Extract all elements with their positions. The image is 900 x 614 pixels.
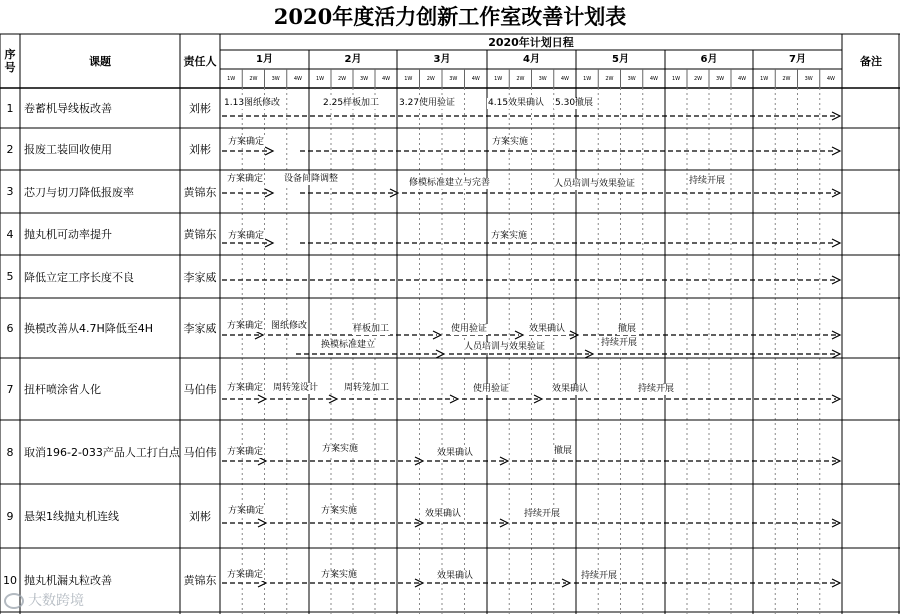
milestone-label: 效果确认 [529,324,566,334]
milestone-label: 4.15效果确认 [488,98,545,108]
row-topic: 换模改善从4.7H降低至4H [24,322,154,335]
milestone-label: 撤展 [554,446,573,456]
row-seq: 8 [6,445,14,459]
week-label: 3W [359,76,369,82]
milestone-label: 方案确定 [227,383,264,393]
month-label: 6月 [700,54,718,65]
week-label: 4W [649,76,658,82]
row-seq: 3 [6,185,14,198]
milestone-label: 修模标准建立与完善 [409,178,491,188]
row-owner: 黄锦东 [183,574,217,587]
week-label: 2W [605,76,614,82]
milestone-label: 使用验证 [451,324,488,334]
row-owner: 刘彬 [189,143,211,156]
week-label: 4W [293,76,302,82]
month-label: 5月 [612,54,629,65]
row-topic: 芯刀与切刀降低报废率 [24,185,134,199]
milestone-label: 持续开展 [601,338,638,348]
milestone-label: 撤展 [618,324,637,334]
week-label: 3W [449,76,458,82]
header-schedule: 2020年计划日程 [488,35,574,49]
row-seq: 2 [6,142,14,156]
row-seq: 7 [6,382,14,396]
milestone-label: 人员培训与效果验证 [464,342,546,352]
row-topic: 抛丸机漏丸粒改善 [24,574,112,587]
week-label: 2W [337,76,347,82]
milestone-label: 持续开展 [638,384,675,394]
row-owner: 李家威 [183,322,217,335]
row-topic: 抛丸机可动率提升 [24,228,112,241]
week-label: 4W [381,76,391,82]
row-seq: 10 [3,573,17,587]
milestone-label: 方案确定 [227,570,264,580]
milestone-label: 效果确认 [437,448,474,458]
milestone-label: 设备间降调整 [284,174,339,184]
milestone-label: 持续开展 [689,176,726,186]
week-label: 2W [693,76,703,82]
milestone-label: 方案确定 [227,174,264,184]
row-seq: 4 [6,227,14,241]
milestone-label: 周转笼设计 [273,383,319,393]
row-owner: 黄锦东 [183,185,217,199]
milestone-label: 图纸修改 [271,321,308,331]
milestone-label: 1.13图纸修改 [224,98,281,108]
milestone-label: 方案确定 [228,137,265,147]
milestone-label: 换模标准建立 [321,340,376,350]
row-topic: 取消196-2-033产品人工打白点 [24,446,180,459]
milestone-label: 方案实施 [492,137,529,147]
milestone-label: 持续开展 [581,571,618,581]
milestone-label: 方案实施 [491,231,528,241]
month-label: 7月 [789,54,806,65]
week-label: 1W [583,76,592,82]
week-label: 4W [560,76,569,82]
week-label: 1W [227,76,236,82]
watermark [4,590,84,612]
row-owner: 马伯伟 [183,446,217,459]
milestone-label: 效果确认 [425,509,462,519]
week-label: 2W [516,76,525,82]
week-label: 3W [538,76,547,82]
sheet-title: 2020年度活力创新工作室改善计划表 [273,4,627,29]
watermark-logo-icon [4,593,24,609]
week-label: 1W [671,76,681,82]
milestone-label: 效果确认 [552,384,589,394]
week-label: 4W [737,76,747,82]
milestone-label: 使用验证 [473,384,510,394]
milestone-label: 方案确定 [227,321,264,331]
row-seq: 5 [6,270,14,283]
week-label: 3W [715,76,725,82]
week-label: 4W [471,76,480,82]
week-label: 4W [826,76,835,82]
milestone-label: 方案实施 [321,570,358,580]
row-seq: 9 [6,509,14,523]
milestone-label: 样板加工 [353,324,390,334]
row-owner: 刘彬 [189,510,211,523]
row-owner: 黄锦东 [183,228,217,241]
week-label: 1W [494,76,503,82]
month-label: 3月 [433,54,451,65]
row-owner: 刘彬 [189,102,211,115]
milestone-label: 方案确定 [228,506,265,516]
milestone-label: 方案实施 [321,506,358,516]
milestone-label: 效果确认 [437,571,474,581]
week-label: 3W [627,76,636,82]
milestone-label: 2.25样板加工 [323,98,380,108]
row-topic: 报废工装回收使用 [24,143,112,156]
watermark-text: 大数跨境 [28,593,84,609]
week-label: 1W [760,76,769,82]
milestone-label: 3.27使用验证 [399,98,456,108]
week-label: 1W [315,76,325,82]
milestone-label: 周转笼加工 [344,383,390,393]
milestone-label: 人员培训与效果验证 [554,179,636,189]
row-owner: 马伯伟 [183,383,217,396]
week-label: 3W [271,76,280,82]
milestone-label: 方案确定 [228,231,265,241]
week-label: 1W [404,76,413,82]
milestone-label: 持续开展 [524,509,561,519]
week-label: 3W [804,76,813,82]
month-label: 2月 [344,54,362,65]
header-seq: 序号 [4,48,16,74]
header-topic: 课题 [89,54,111,68]
row-topic: 悬架1线抛丸机连线 [24,510,119,523]
row-topic: 扭杆喷涂省人化 [24,383,101,396]
milestone-label: 方案确定 [227,447,264,457]
row-topic: 降低立定工序长度不良 [24,270,134,284]
row-seq: 6 [6,321,14,335]
milestone-label: 方案实施 [322,444,359,454]
milestone-label: 5.30撤展 [555,98,594,108]
week-label: 2W [782,76,791,82]
row-topic: 卷蓄机导线板改善 [24,102,112,115]
month-label: 1月 [256,54,273,65]
week-label: 2W [249,76,258,82]
row-seq: 1 [6,101,14,115]
header-remark: 备注 [860,54,882,68]
month-label: 4月 [523,54,540,65]
week-label: 2W [426,76,435,82]
header-owner: 责任人 [183,54,217,68]
row-owner: 李家威 [183,270,217,284]
